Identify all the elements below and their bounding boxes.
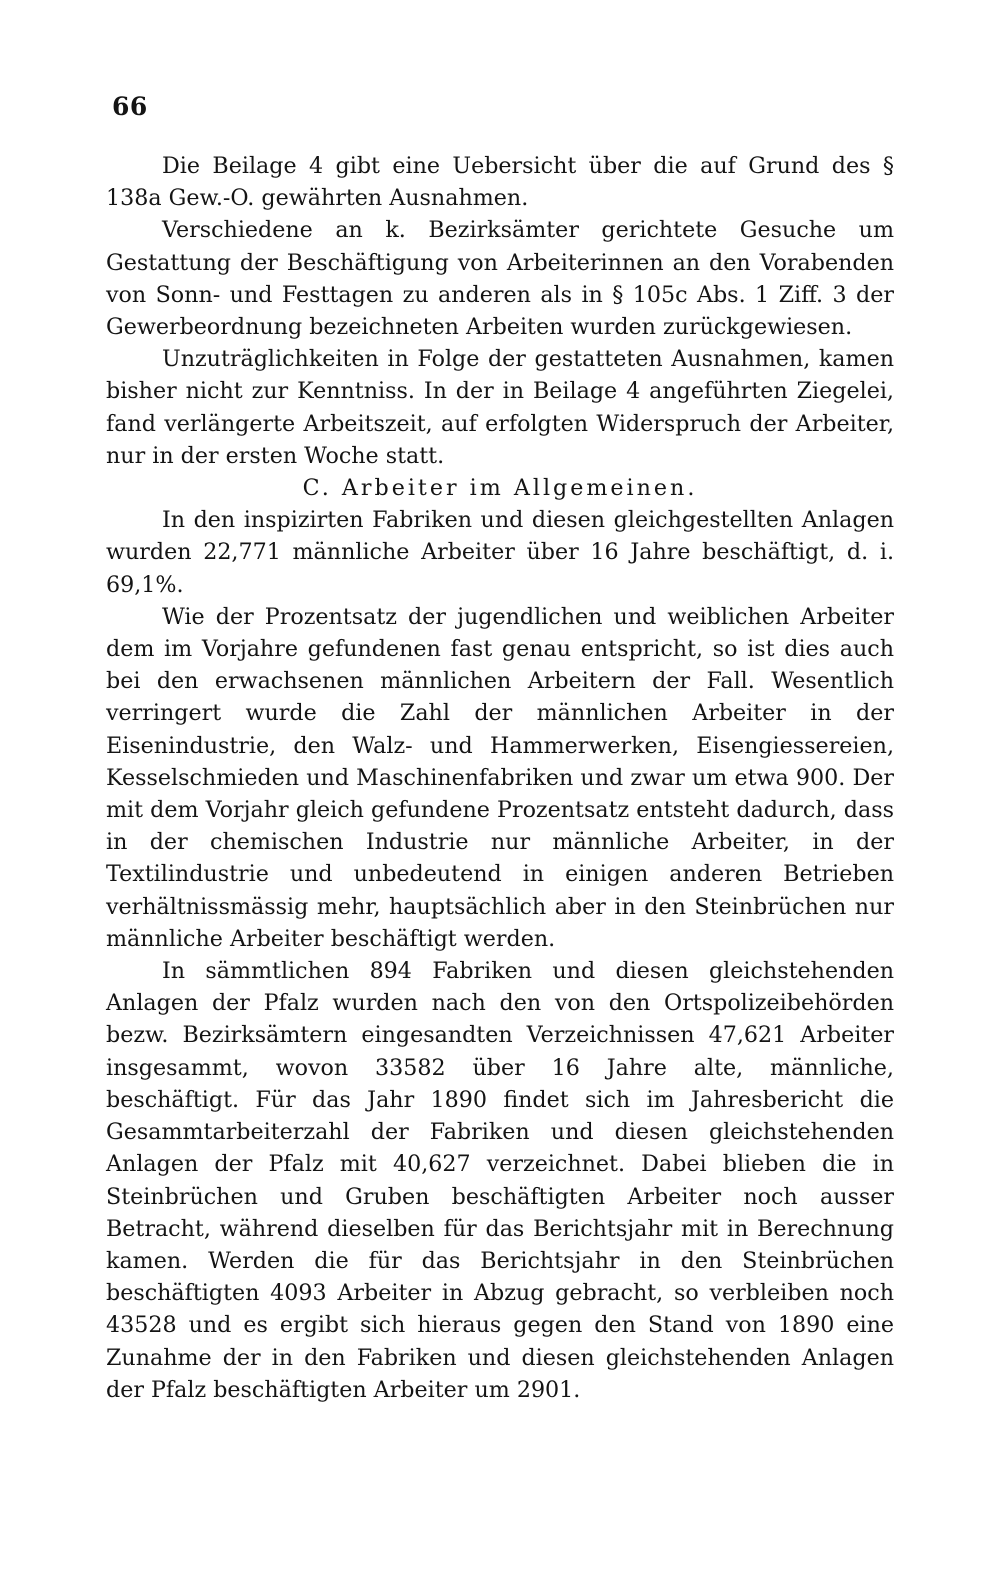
paragraph-prozentsatz: Wie der Prozentsatz der jugendlichen und weiblichen Arbeiter dem im Vorjahre gefundenen fast genau entspricht, so ist dies auch bei den erwachsenen männlichen Arbeitern der Fall. Wesentlich verringert wurde die Zahl der männlichen Arbeiter in der Eisenindustrie, den Walz- und Hammerwerken, Eisengiessereien, Kesselschmieden und Maschinenfabriken und zwar um etwa 900. Der mit dem Vorjahr gleich gefundene Prozentsatz entsteht dadurch, dass in der chemischen Industrie nur männliche Arbeiter, in der Textilindustrie und unbedeutend in einigen anderen Betrieben verhältnissmässig mehr, hauptsächlich aber in den Steinbrüchen nur männliche Arbeiter beschäftigt werden. bbox=[106, 603, 894, 952]
page-number: 66 bbox=[112, 92, 148, 121]
paragraph-gesuche: Verschiedene an k. Bezirksämter gerichtete Gesuche um Gestattung der Beschäftigung von Arbeiterinnen an den Vorabenden von Sonn- und Festtagen zu anderen als in § 105c Abs. 1 Ziff. 3 der Gewerbeordnung bezeichneten Arbeiten wurden zurückgewiesen. bbox=[106, 217, 894, 341]
section-heading: C. Arbeiter im Allgemeinen. bbox=[302, 475, 698, 502]
paragraph-pfalz-fabriken: In sämmtlichen 894 Fabriken und diesen gleichstehenden Anlagen der Pfalz wurden nach den von den Ortspolizeibehörden bezw. Bezirksämtern eingesandten Verzeichnissen 47,621 Arbeiter insgesammt, wovon 33582 über 16 Jahre alte, männliche, beschäftigt. Für das Jahr 1890 findet sich im Jahresbericht die Gesammtarbeiterzahl der Fabriken und diesen gleichstehenden Anlagen der Pfalz mit 40,627 verzeichnet. Dabei blieben die in Steinbrüchen und Gruben beschäftigten Arbeiter noch ausser Betracht, während dieselben für das Berichtsjahr mit in Berechnung kamen. Werden die für das Berichtsjahr in den Steinbrüchen beschäftigten 4093 Arbeiter in Abzug gebracht, so verbleiben noch 43528 und es ergibt sich hieraus gegen den Stand von 1890 eine Zunahme der in den Fabriken und diesen gleichstehenden Anlagen der Pfalz beschäftigten Arbeiter um 2901. bbox=[106, 958, 894, 1403]
page-body bbox=[106, 150, 894, 1406]
paragraph-unzutraeglichkeiten: Unzuträglichkeiten in Folge der gestatteten Ausnahmen, kamen bisher nicht zur Kenntniss. In der in Beilage 4 angeführten Ziegelei, fand verlängerte Arbeitszeit, auf erfolgten Widerspruch der Arbeiter, nur in der ersten Woche statt. bbox=[106, 346, 894, 469]
paragraph-ausnahmen: Die Beilage 4 gibt eine Uebersicht über die auf Grund des § 138a Gew.-O. gewährten Ausnahmen. bbox=[106, 153, 894, 212]
paragraph-maennliche-arbeiter: In den inspizirten Fabriken und diesen gleichgestellten Anlagen wurden 22,771 männliche Arbeiter über 16 Jahre beschäftigt, d. i. 69,1%. bbox=[106, 507, 894, 598]
